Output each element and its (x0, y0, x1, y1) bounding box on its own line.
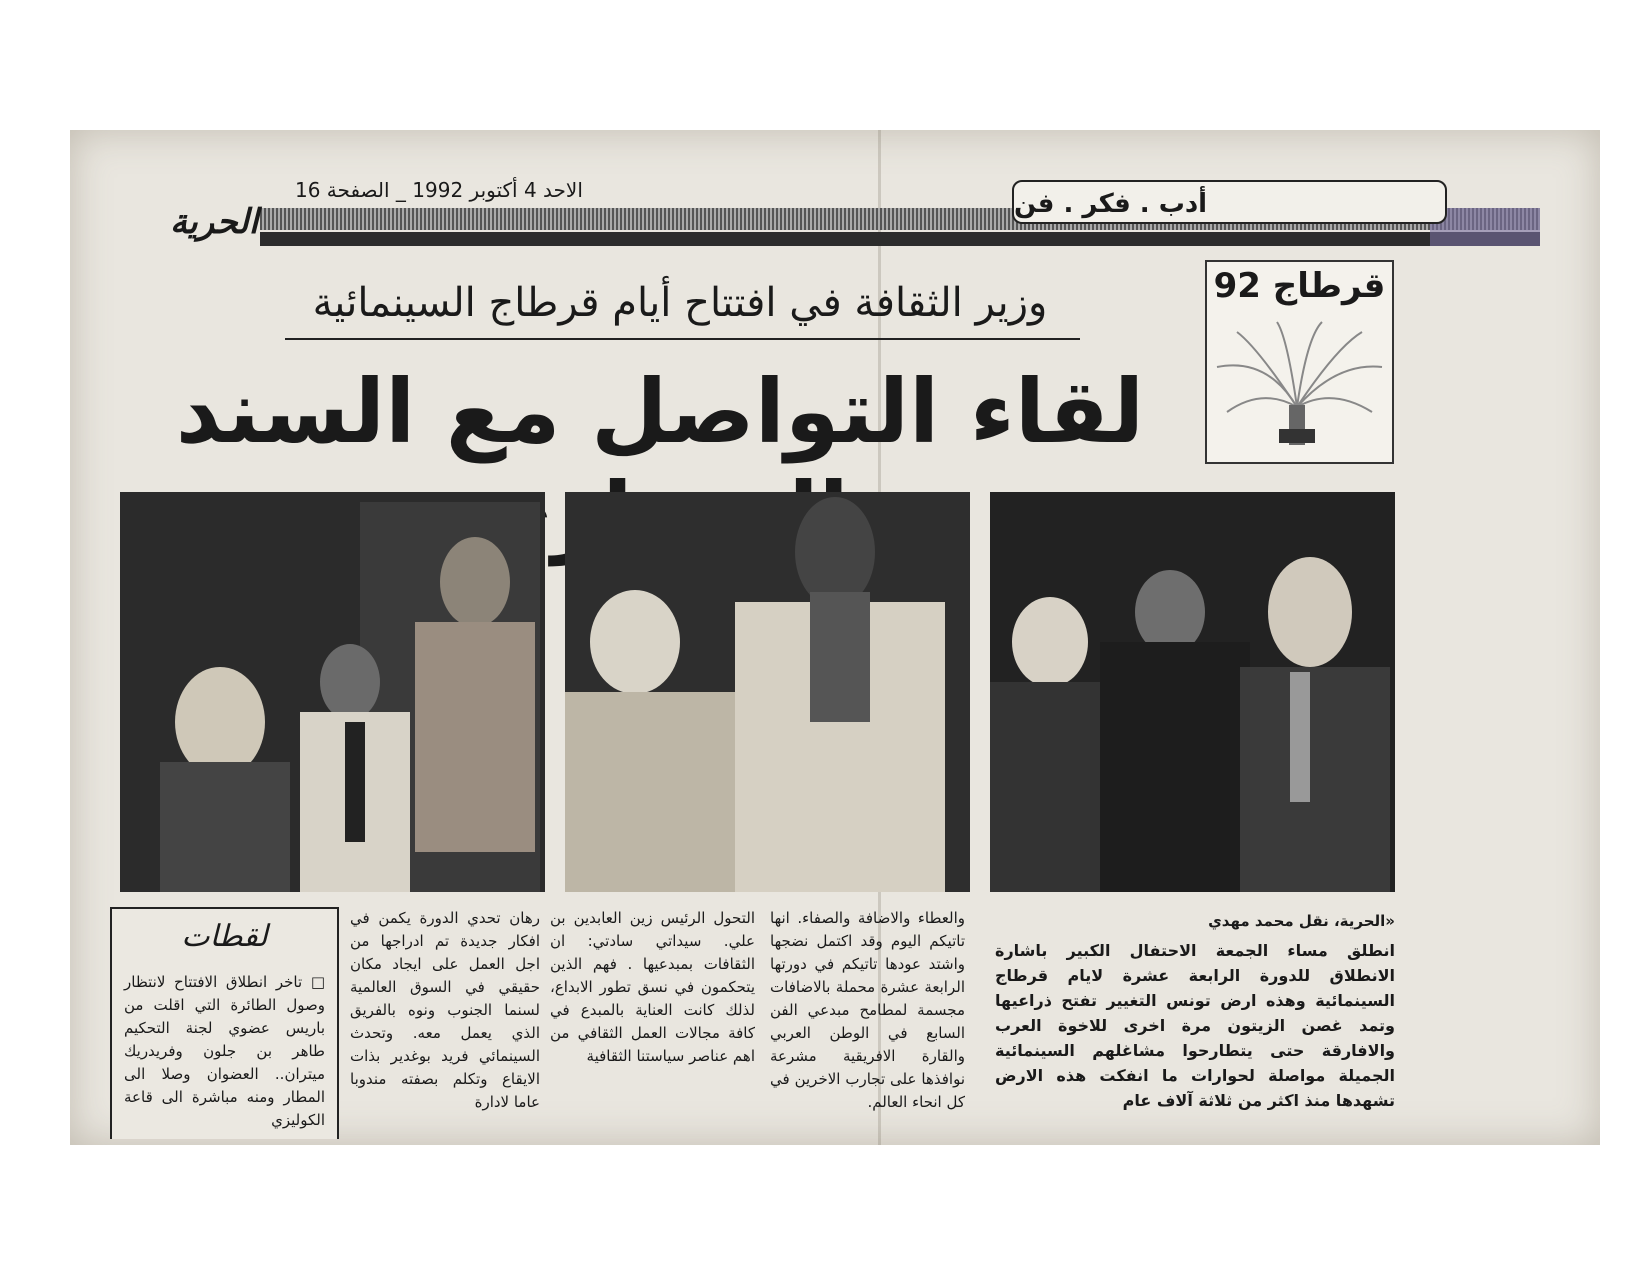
snapshots-text: □ تاخر انطلاق الافتتاح لانتظار وصول الطائرة التي اقلت من باريس عضوي لجنة التحكيم طاهر بن جلون وفريدريك ميتران.. العضوان وصلا الى المطار ومنه مباشرة الى قاعة الكوليزي (124, 973, 325, 1129)
masthead: الحرية (170, 202, 259, 242)
photo-right-image (990, 492, 1395, 892)
photo-left-image (120, 492, 545, 892)
section-label: أدب . فكر . فن (1012, 180, 1447, 224)
snapshots-box (110, 907, 339, 1139)
photo-right (990, 492, 1395, 892)
photo-center (565, 492, 970, 892)
date-line: الاحد 4 أكتوبر 1992 _ الصفحة 16 (295, 178, 583, 202)
headline: لقاء التواصل مع السند (175, 360, 1145, 463)
carthage-logo (1205, 260, 1394, 464)
newspaper-page (70, 130, 1600, 1145)
subheadline-rule (285, 338, 1080, 340)
snapshots-title: لقطات (181, 919, 268, 954)
byline: «الحرية، نقل محمد مهدي (1208, 912, 1395, 930)
article-column-1: انطلق مساء الجمعة الاحتفال الكبير باشارة الانطلاق للدورة الرابعة عشرة لايام قرطاج السينمائية وهذه ارض تونس التغيير تفتح ذراعيها وتمد غصن الزيتون مرة اخرى للاخوة العرب والافارقة حتى يتطارحوا مشاغلهم السينمائية الجميلة مواصلة لحوارات ما انفكت هذه الارض تشهدها منذ اكثر من ثلاثة آلاف عام (995, 941, 1395, 1110)
palm-tree-illustration (1207, 317, 1388, 457)
article-column-4: رهان تحدي الدورة يكمن في افكار جديدة تم ادراجها من اجل العمل على ايجاد مكان حقيقي في السوق العالمية لسنما الجنوب ونوه بالفريق الذي يعمل معه. وتحدث السينمائي فريد بوغدير بذات الايقاع وتكلم بصفته مندوبا عاما لادارة (350, 909, 540, 1111)
article-column-2: والعطاء والاضافة والصفاء. انها تاتيكم اليوم وقد اكتمل نضجها واشتد عودها تاتيكم في دورتها الرابعة عشرة محملة بالاضافات مجسمة لمطامح مبدعي الفن السابع في الوطن العربي والقارة الافريقية مشرعة نوافذها على تجارب الاخرين في كل انحاء العالم. (770, 909, 965, 1111)
article-column-3: التحول الرئيس زين العابدين بن علي. سيداتي سادتي: ان الثقافات بمبدعيها . فهم الذين يتحكمون في نسق تطور الابداع، لذلك كانت العناية بالمبدع في كافة مجالات العمل الثقافي من اهم عناصر سياستنا الثقافية (550, 909, 755, 1065)
subheadline: وزير الثقافة في افتتاح أيام قرطاج السينمائية (312, 280, 1048, 326)
logo-title: قرطاج 92 (1213, 266, 1386, 306)
photo-left (120, 492, 545, 892)
photo-center-image (565, 492, 970, 892)
